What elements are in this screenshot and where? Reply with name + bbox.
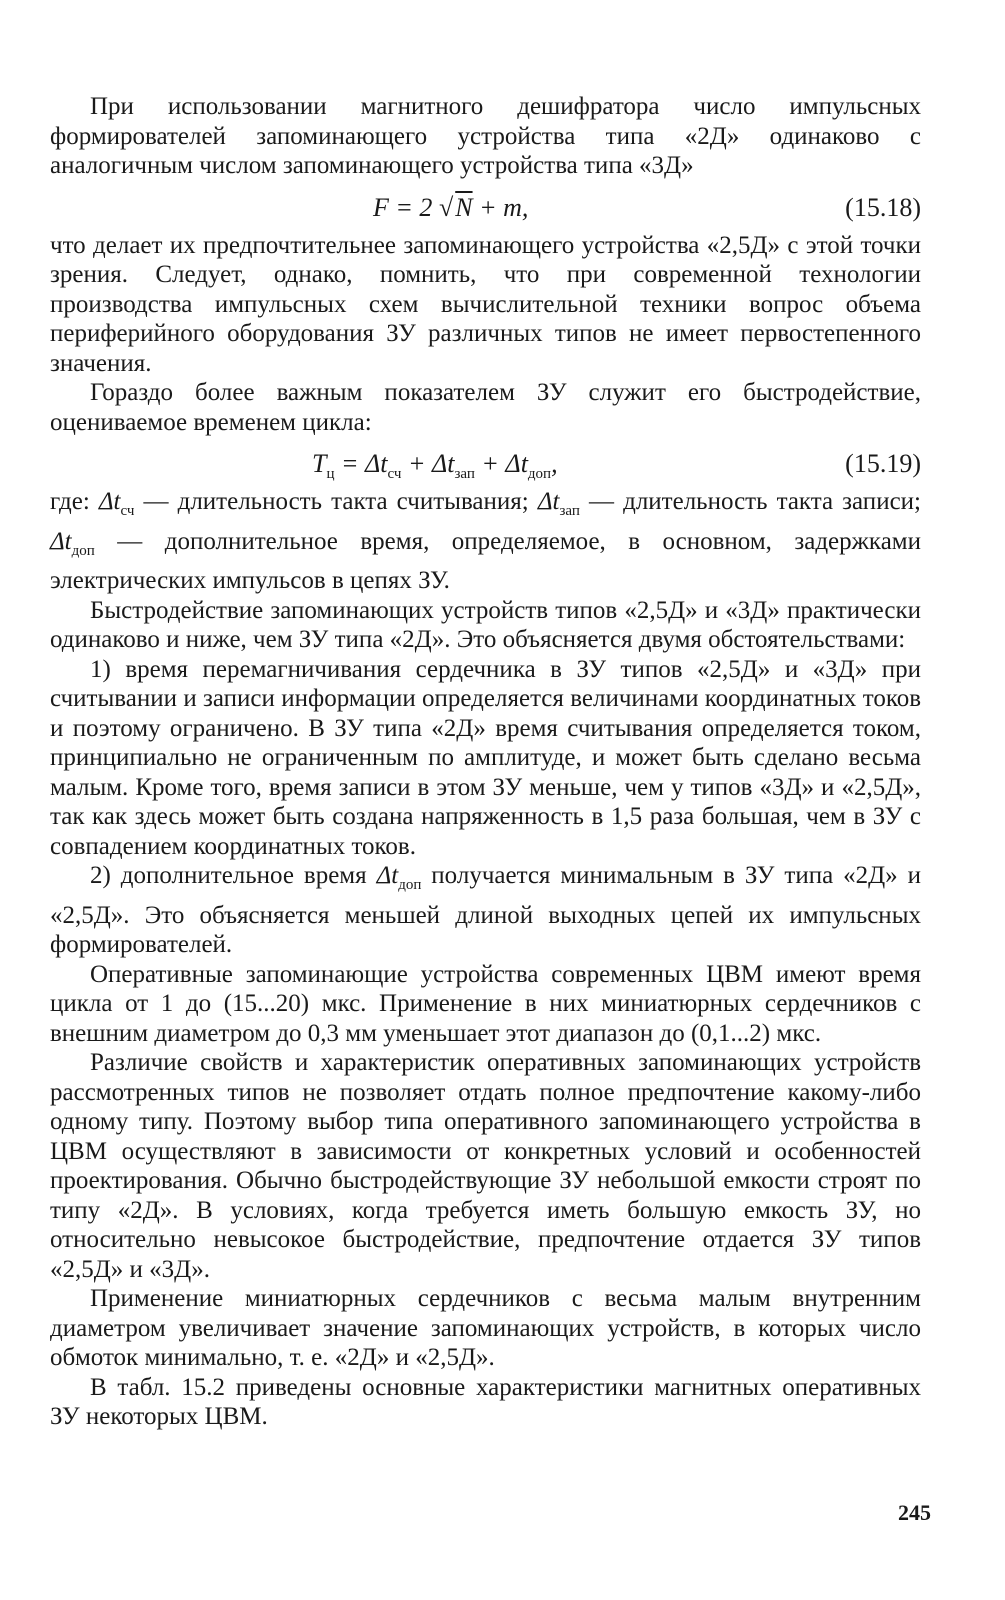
paragraph-4: где: $\Delta t_{сч}$ — длительность такта считывания; $\Delta t_{зап}$ — длительность такта записи; $\Delta t_{доп}$ — дополнительное время, определяемое, в основном, задержками электрических импульсов в цепях ЗУ. [50,488,921,594]
paragraph-6: 1) время перемагничивания сердечника в ЗУ типов «2,5Д» и «3Д» при считывании и записи информации определяется величинами координатных токов и поэтому ограничено. В ЗУ типа «2Д» время считывания определяется током, принципиально не ограниченным по амплитуде, и может быть сделано весьма малым. Кроме того, время записи в этом ЗУ меньше, чем у типов «3Д» и «2,5Д», так как здесь может быть создана напряженность в 1,5 раза большая, чем в ЗУ с совпадением координатных токов. [50,655,921,860]
paragraph-10: Применение миниатюрных сердечников с весьма малым внутренним диаметром увеличивает значение запоминающих устройств, в которых число обмоток минимально, т. е. «2Д» и «2,5Д». [50,1285,921,1371]
equation-15-19 [50,437,921,487]
paragraph-2: что делает их предпочтительнее запоминающего устройства «2,5Д» с этой точки зрения. Следует, однако, помнить, что при современной технологии производства импульсных схем вычислительной техники вопрос объема периферийного оборудования ЗУ различных типов не имеет первостепенного значения. [50,231,921,377]
paragraph-11: В табл. 15.2 приведены основные характеристики магнитных оперативных ЗУ некоторых ЦВМ. [50,1373,921,1430]
paragraph-7: 2) дополнительное время $\Delta t_{доп}$ получается минимальным в ЗУ типа «2Д» и «2,5Д». Это объясняется меньшей длиной выходных цепей их импульсных формирователей. [50,862,921,958]
paragraph-8: Оперативные запоминающие устройства современных ЦВМ имеют время цикла от 1 до (15...20) мкс. Применение в них миниатюрных сердечников с внешним диаметром до 0,3 мм уменьшает этот диапазон до (0,1...2) мкс. [50,960,921,1047]
equation-15-18 [50,181,921,231]
paragraph-9: Различие свойств и характеристик оперативных запоминающих устройств рассмотренных типов не позволяет отдать полное предпочтение какому-либо одному типу. Поэтому выбор типа оперативного запоминающего устройства в ЦВМ осуществляют в зависимости от конкретных условий и особенностей проектирования. Обычно быстродействующие ЗУ небольшой емкости строят по типу «2Д». В условиях, когда требуется иметь большую емкость ЗУ, но относительно невысокое быстродействие, предпочтение отдается ЗУ типов «2,5Д» и «3Д». [50,1049,921,1283]
equation-number: (15.18) [845,192,921,222]
paragraph-3: Гораздо более важным показателем ЗУ служит его быстродействие, оцениваемое временем цикла: [50,379,921,436]
equation-15-18-formula: F = 2 √N + m, [373,192,529,222]
equation-number: (15.19) [845,449,921,478]
paragraph-5: Быстродействие запоминающих устройств типов «2,5Д» и «3Д» практически одинаково и ниже, чем ЗУ типа «2Д». Это объясняется двумя обстоятельствами: [50,596,921,653]
page-number: 245 [898,1500,931,1525]
equation-15-19-formula: $T_ц = \Delta t_{сч} + \Delta t_{зап} + \Delta t_{доп}$, [312,449,558,483]
paragraph-1: При использовании магнитного дешифратора число импульсных формирователей запоминающего устройства типа «2Д» одинаково с аналогичным числом запоминающего устройства типа «3Д» [50,93,921,179]
